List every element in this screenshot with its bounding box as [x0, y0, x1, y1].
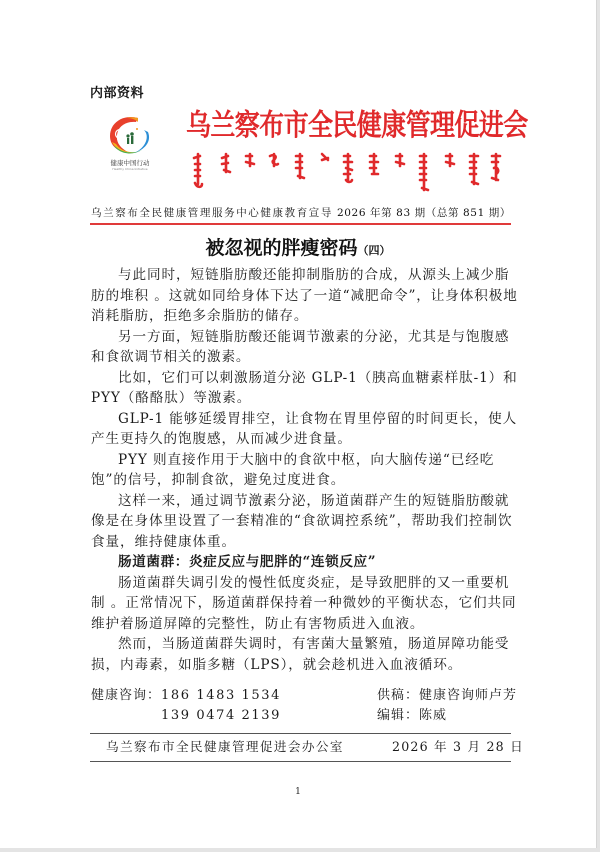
organization-title-mongolian — [188, 150, 504, 194]
spacer — [91, 706, 161, 726]
article-part-label: （四） — [357, 244, 391, 257]
paragraph: 与此同时，短链脂肪酸还能抑制脂肪的合成，从源头上减少脂肪的堆积 。这就如同给身体下达了一道“减肥命令”，让身体积极地消耗脂肪，拒绝多余脂肪的储存。 — [91, 267, 518, 324]
article-title — [0, 233, 596, 260]
logo-caption: 健康中国行动 — [110, 159, 150, 167]
paragraph: 另一方面，短链脂肪酸还能调节激素的分泌，尤其是与饱腹感和食欲调节相关的激素。 — [91, 328, 510, 365]
footer-divider-top — [90, 733, 511, 734]
section-subheading: 肠道菌群：炎症反应与肥胖的“连锁反应” — [118, 554, 377, 570]
paragraph: PYY 则直接作用于大脑中的食欲中枢，向大脑传递“已经吃饱”的信号，抑制食欲，避免过度进食。 — [91, 451, 495, 488]
phone-number: 139 0474 2139 — [161, 708, 282, 723]
mongolian-script-icon — [188, 150, 504, 194]
page-number: 1 — [295, 787, 301, 797]
red-divider — [90, 223, 511, 225]
phone-number: 186 1483 1534 — [161, 688, 282, 703]
contributor-credit: 供稿：健康咨询师卢芳 — [377, 688, 518, 703]
publication-info-bar — [91, 205, 511, 220]
footer-office: 乌兰察布市全民健康管理促进会办公室 — [106, 739, 344, 754]
issue-number: 2026 年第 83 期（总第 851 期） — [336, 207, 511, 219]
healthy-china-action-logo — [100, 112, 160, 178]
footer-divider-bottom — [90, 761, 511, 762]
paragraph: 比如，它们可以刺激肠道分泌 GLP-1（胰高血糖素样肽-1）和 PYY（酪酪肽）等激素。 — [91, 369, 518, 406]
consultation-contacts — [91, 686, 321, 726]
paragraph: GLP-1 能够延缓胃排空，让食物在胃里停留的时间更长，使人产生更持久的饱腹感，从而减少进食量。 — [91, 410, 518, 447]
paragraph: 肠道菌群失调引发的慢性低度炎症，是导致肥胖的又一重要机制 。正常情况下，肠道菌群保持着一种微妙的平衡状态，它们共同维护着肠道屏障的完整性，防止有害物质进入血液。 — [91, 574, 517, 632]
internal-material-label: 内部资料 — [90, 86, 145, 101]
credits — [377, 686, 517, 726]
paragraph: 然而，当肠道菌群失调时，有害菌大量繁殖，肠道屏障功能受损，内毒素，如脂多糖（LPS），就会趁机进入血液循环。 — [91, 636, 510, 673]
logo-caption-english: Healthy China Initiative — [112, 167, 148, 171]
consultation-label: 健康咨询： — [91, 688, 162, 703]
editor-credit: 编辑：陈威 — [377, 708, 448, 723]
article-body — [91, 265, 519, 675]
organization-title: 乌兰察布市全民健康管理促进会 — [186, 107, 528, 143]
healthy-china-action-logo-icon — [100, 112, 160, 158]
publisher-name: 乌兰察布全民健康管理服务中心健康教育宣导 — [91, 207, 333, 219]
article-title-text: 被忽视的胖瘦密码 — [205, 237, 358, 259]
paragraph: 这样一来，通过调节激素分泌，肠道菌群产生的短链脂肪酸就像是在身体里设置了一套精准的“食欲调控系统”，帮助我们控制饮食量，维持健康体重。 — [91, 492, 513, 550]
footer-date: 2026 年 3 月 28 日 — [392, 739, 524, 754]
